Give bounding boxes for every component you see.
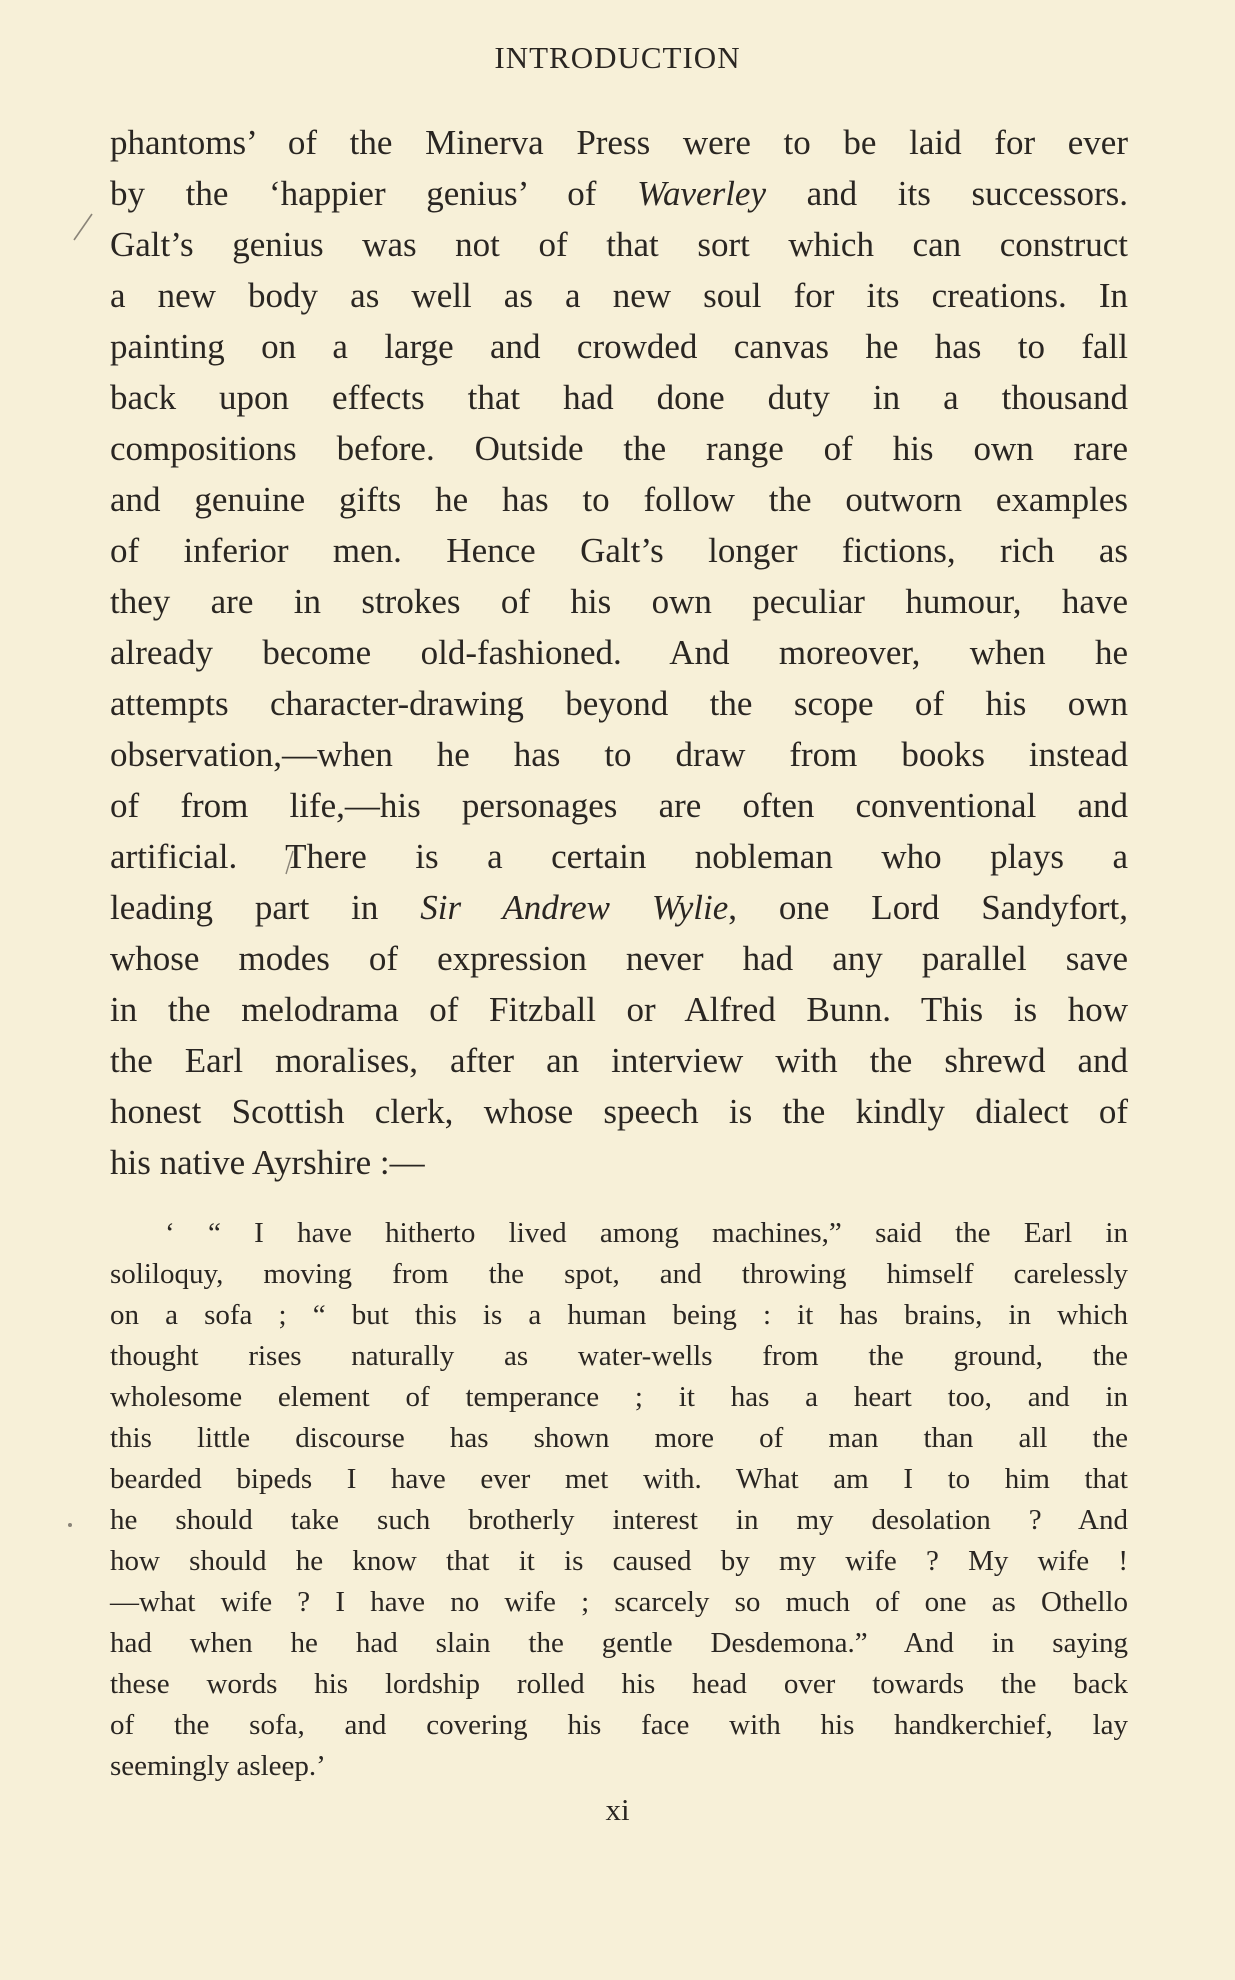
body-line-segment: , one Lord Sandyfort, <box>728 888 1128 927</box>
quote-line: soliloquy, moving from the spot, and throwing himself carelessly <box>110 1258 1128 1290</box>
body-line-segment: by the ‘happier genius’ of <box>110 174 638 213</box>
body-line: the Earl moralises, after an interview with the shrewd and <box>110 1041 1128 1080</box>
body-line: in the melodrama of Fitzball or Alfred Bunn. This is how <box>110 990 1128 1029</box>
quote-line: thought rises naturally as water-wells from the ground, the <box>110 1340 1128 1372</box>
quote-line: of the sofa, and covering his face with his handkerchief, lay <box>110 1709 1128 1741</box>
margin-dot-icon <box>67 1522 73 1528</box>
body-line-segment: and its successors. <box>766 174 1128 213</box>
quote-line: on a sofa ; “ but this is a human being : it has brains, in which <box>110 1299 1128 1331</box>
body-line: phantoms’ of the Minerva Press were to be laid for ever <box>110 123 1128 162</box>
body-line: Galt’s genius was not of that sort which can construct <box>110 225 1128 264</box>
quote-line: had when he had slain the gentle Desdemona.” And in saying <box>110 1627 1128 1659</box>
quote-line: —what wife ? I have no wife ; scarcely so much of one as Othello <box>110 1586 1128 1618</box>
page-number: xi <box>605 1792 630 1827</box>
body-line: already become old-fashioned. And moreover, when he <box>110 633 1128 672</box>
body-line: honest Scottish clerk, whose speech is the kindly dialect of <box>110 1092 1128 1131</box>
main-text-block <box>110 117 1128 1188</box>
body-line-segment: leading part in <box>110 888 421 927</box>
body-line <box>110 882 1128 933</box>
quote-line: wholesome element of temperance ; it has a heart too, and in <box>110 1381 1128 1413</box>
body-line: back upon effects that had done duty in a thousand <box>110 378 1128 417</box>
block-quotation <box>110 1213 1128 1787</box>
body-line: artificial. There is a certain nobleman who plays a <box>110 837 1128 876</box>
body-line: whose modes of expression never had any parallel save <box>110 939 1128 978</box>
body-line: of inferior men. Hence Galt’s longer fictions, rich as <box>110 531 1128 570</box>
quote-line: he should take such brotherly interest in my desolation ? And <box>110 1504 1128 1536</box>
body-line <box>110 168 1128 219</box>
quote-line: these words his lordship rolled his head over towards the back <box>110 1668 1128 1700</box>
quote-line: how should he know that it is caused by my wife ? My wife ! <box>110 1545 1128 1577</box>
body-line: observation,—when he has to draw from books instead <box>110 735 1128 774</box>
pencil-slash-mark-icon <box>72 212 94 242</box>
body-line: compositions before. Outside the range of his own rare <box>110 429 1128 468</box>
quote-line: seemingly asleep.’ <box>110 1750 326 1782</box>
body-line: painting on a large and crowded canvas he has to fall <box>110 327 1128 366</box>
running-head: INTRODUCTION <box>494 40 741 75</box>
body-line: they are in strokes of his own peculiar humour, have <box>110 582 1128 621</box>
body-line: attempts character-drawing beyond the scope of his own <box>110 684 1128 723</box>
body-line: a new body as well as a new soul for its creations. In <box>110 276 1128 315</box>
italic-title-sir-andrew-wylie: Sir Andrew Wylie <box>420 888 729 927</box>
body-line: his native Ayrshire :— <box>110 1143 425 1182</box>
italic-title-waverley: Waverley <box>637 174 767 213</box>
body-line: of from life,—his personages are often conventional and <box>110 786 1128 825</box>
quote-line: bearded bipeds I have ever met with. What am I to him that <box>110 1463 1128 1495</box>
quote-line: ‘ “ I have hitherto lived among machines,” said the Earl in <box>165 1217 1128 1249</box>
quote-line: this little discourse has shown more of man than all the <box>110 1422 1128 1454</box>
body-line: and genuine gifts he has to follow the outworn examples <box>110 480 1128 519</box>
